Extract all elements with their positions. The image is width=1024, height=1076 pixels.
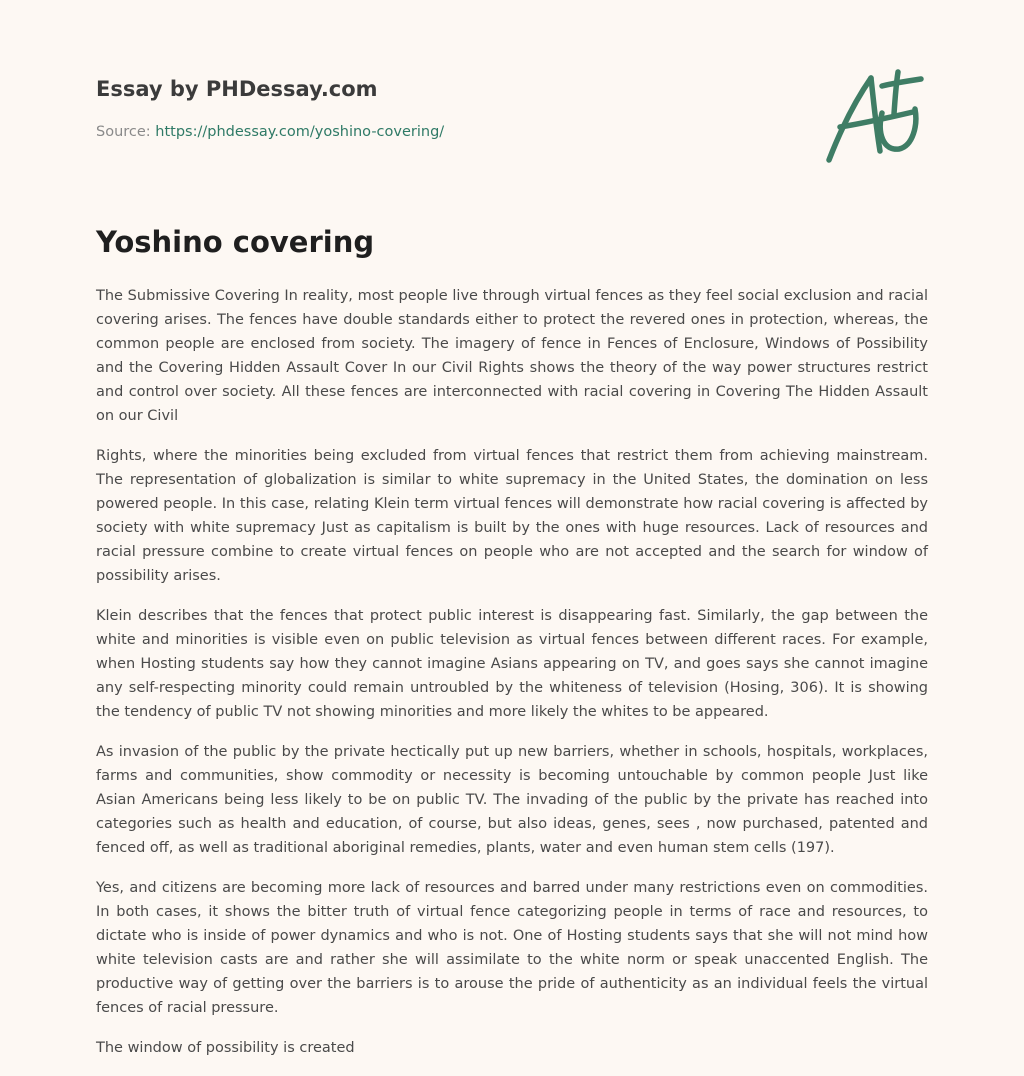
essay-paragraph: Yes, and citizens are becoming more lack of resources and barred under many restrictions even on commodities. In both cases, it shows the bitter truth of virtual fence categorizing people in terms of race and resources, to dictate who is inside of power dynamics and who is not. One of Hosting students says that she will not mind how white television casts are and rather she will assimilate to the white norm or speak unaccented English. The productive way of getting over the barriers is to arouse the pride of authenticity as an individual feels the virtual fences of racial pressure. <box>96 880 928 1016</box>
source-label: Source: <box>96 124 151 140</box>
essay-paragraph: Rights, where the minorities being excluded from virtual fences that restrict them from achieving mainstream. The representation of globalization is similar to white supremacy in the United States, the domination on less powered people. In this case, relating Klein term virtual fences will demonstrate how racial covering is affected by society with white supremacy Just as capitalism is built by the ones with huge resources. Lack of resources and racial pressure combine to create virtual fences on people who are not accepted and the search for window of possibility arises. <box>96 448 928 584</box>
source-line <box>96 124 444 140</box>
essay-paragraph: The Submissive Covering In reality, most people live through virtual fences as they feel social exclusion and racial covering arises. The fences have double standards either to protect the revered ones in protection, whereas, the common people are enclosed from society. The imagery of fence in Fences of Enclosure, Windows of Possibility and the Covering Hidden Assault Cover In our Civil Rights shows the theory of the way power structures restrict and control over society. All these fences are interconnected with racial covering in Covering The Hidden Assault on our Civil <box>96 288 928 424</box>
essay-paragraph: Klein describes that the fences that protect public interest is disappearing fast. Similarly, the gap between the white and minorities is visible even on public television as virtual fences between different races. For example, when Hosting students say how they cannot imagine Asians appearing on TV, and goes says she cannot imagine any self-respecting minority could remain untroubled by the whiteness of television (Hosing, 306). It is showing the tendency of public TV not showing minorities and more likely the whites to be appeared. <box>96 608 928 720</box>
a-plus-icon <box>825 69 925 165</box>
essay-body <box>96 284 928 1076</box>
essay-title: Yoshino covering <box>96 225 375 259</box>
essay-paragraph: As invasion of the public by the private hectically put up new barriers, whether in schools, hospitals, workplaces, farms and communities, show commodity or necessity is becoming untouchable by common people Just like Asian Americans being less likely to be on public TV. The invading of the public by the private has reached into categories such as health and education, of course, but also ideas, genes, sees , now purchased, patented and fenced off, as well as traditional aboriginal remedies, plants, water and even human stem cells (197). <box>96 744 928 856</box>
essay-paragraph: The window of possibility is created <box>96 1040 355 1056</box>
site-brand-title: Essay by PHDessay.com <box>96 77 378 101</box>
source-link[interactable]: https://phdessay.com/yoshino-covering/ <box>155 124 445 140</box>
